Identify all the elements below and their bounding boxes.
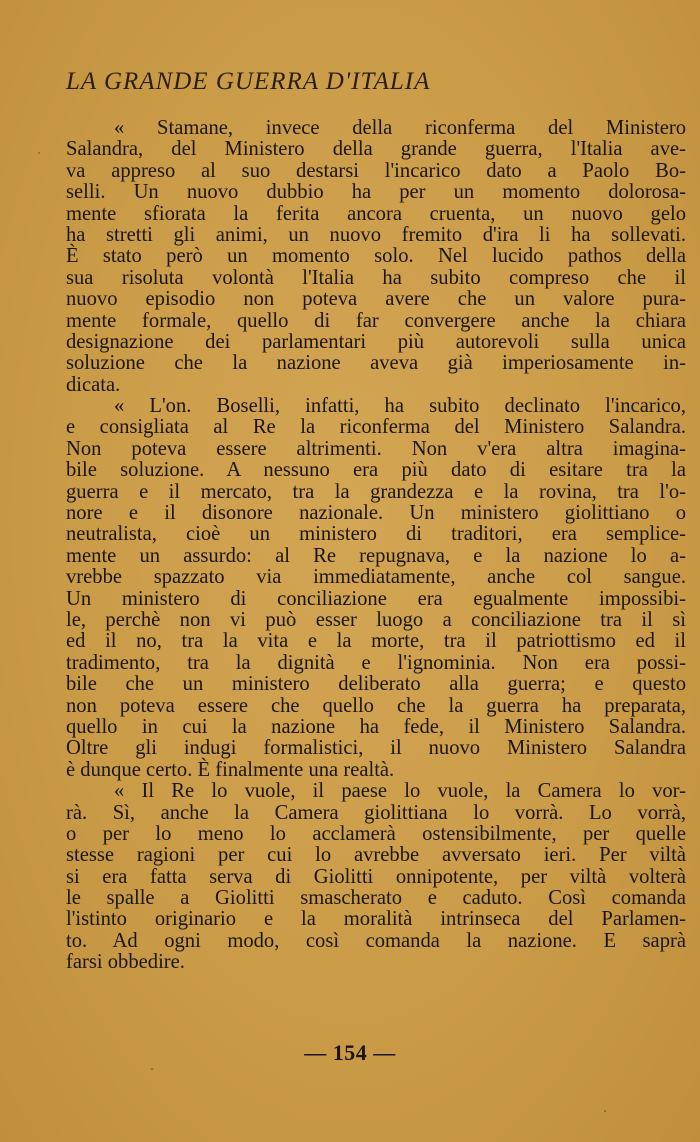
text-line: l'istinto originario e la moralità intrinseca del Parlamen- [66, 908, 686, 931]
text-line: farsi obbedire. [66, 951, 185, 974]
text-line: bile che un ministero deliberato alla guerra; e questo [66, 673, 686, 696]
text-line: Oltre gli indugi formalistici, il nuovo Ministero Salandra [66, 737, 686, 760]
text-line: mente formale, quello di far convergere anche la chiara [66, 309, 686, 332]
text-line: mente un assurdo: al Re repugnava, e la nazione lo a- [66, 544, 686, 567]
text-line: va appreso al suo destarsi l'incarico dato a Paolo Bo- [66, 159, 686, 182]
text-line: o per lo meno lo acclamerà ostensibilmente, per quelle [66, 822, 686, 845]
text-line: e consigliata al Re la riconferma del Ministero Salandra. [66, 416, 686, 439]
paper-speck [38, 152, 40, 154]
text-line: selli. Un nuovo dubbio ha per un momento dolorosa- [66, 181, 686, 204]
text-line: ha stretti gli animi, un nuovo fremito d'ira li ha sollevati. [66, 223, 686, 246]
text-line: ed il no, tra la vita e la morte, tra il patriottismo ed il [66, 630, 686, 653]
text-line: le, perchè non vi può esser luogo a conciliazione tra il sì [66, 608, 686, 631]
text-line: tradimento, tra la dignità e l'ignominia. Non era possi- [66, 651, 686, 674]
text-line: bile soluzione. A nessuno era più dato di esitare tra la [66, 459, 686, 482]
text-line: Salandra, del Ministero della grande guerra, l'Italia ave- [66, 138, 686, 161]
text-line: dicata. [66, 373, 121, 396]
text-line: È stato però un momento solo. Nel lucido pathos della [66, 245, 686, 268]
text-line: sua risoluta volontà l'Italia ha subito compreso che il [66, 266, 686, 289]
text-line: è dunque certo. È finalmente una realtà. [66, 758, 395, 781]
text-line: non poteva essere che quello che la guerra ha preparata, [66, 694, 686, 717]
text-line: designazione dei parlamentari più autorevoli sulla unica [66, 330, 686, 353]
text-line: « Stamane, invece della riconferma del Ministero [114, 117, 686, 139]
page-number: — 154 — [304, 1040, 396, 1065]
text-line: neutralista, cioè un ministero di traditori, era semplice- [66, 523, 686, 546]
text-line: to. Ad ogni modo, così comanda la nazione. E saprà [66, 929, 686, 952]
text-line: rà. Sì, anche la Camera giolittiana lo vorrà. Lo vorrà, [66, 801, 686, 824]
text-line: Non poteva essere altrimenti. Non v'era altra imagina- [66, 437, 686, 460]
text-line: quello in cui la nazione ha fede, il Ministero Salandra. [66, 715, 686, 738]
body-text [66, 118, 686, 974]
text-line: nuovo episodio non poteva avere che un valore pura- [66, 288, 686, 311]
text-line: le spalle a Giolitti smascherato e caduto. Così comanda [66, 887, 686, 910]
text-line: soluzione che la nazione aveva già imperiosamente in- [66, 352, 686, 375]
paper-speck [151, 1068, 153, 1070]
text-line: « L'on. Boselli, infatti, ha subito declinato l'incarico, [114, 395, 686, 418]
text-line: vrebbe spazzato via immediatamente, anche col sangue. [66, 566, 686, 589]
text-line: mente sfiorata la ferita ancora cruenta, un nuovo gelo [66, 202, 686, 225]
text-line: nore e il disonore nazionale. Un ministero giolittiano o [66, 502, 686, 525]
paper-speck [604, 1110, 606, 1112]
text-line: Un ministero di conciliazione era egualmente impossibi- [66, 587, 686, 610]
text-line: guerra e il mercato, tra la grandezza e la rovina, tra l'o- [66, 480, 686, 503]
text-line: stesse ragioni per cui lo avrebbe avversato ieri. Per viltà [66, 844, 686, 867]
text-line: « Il Re lo vuole, il paese lo vuole, la Camera lo vor- [114, 780, 686, 803]
text-line: si era fatta serva di Giolitti onnipotente, per viltà volterà [66, 865, 686, 888]
running-head: LA GRANDE GUERRA D'ITALIA [66, 68, 431, 95]
